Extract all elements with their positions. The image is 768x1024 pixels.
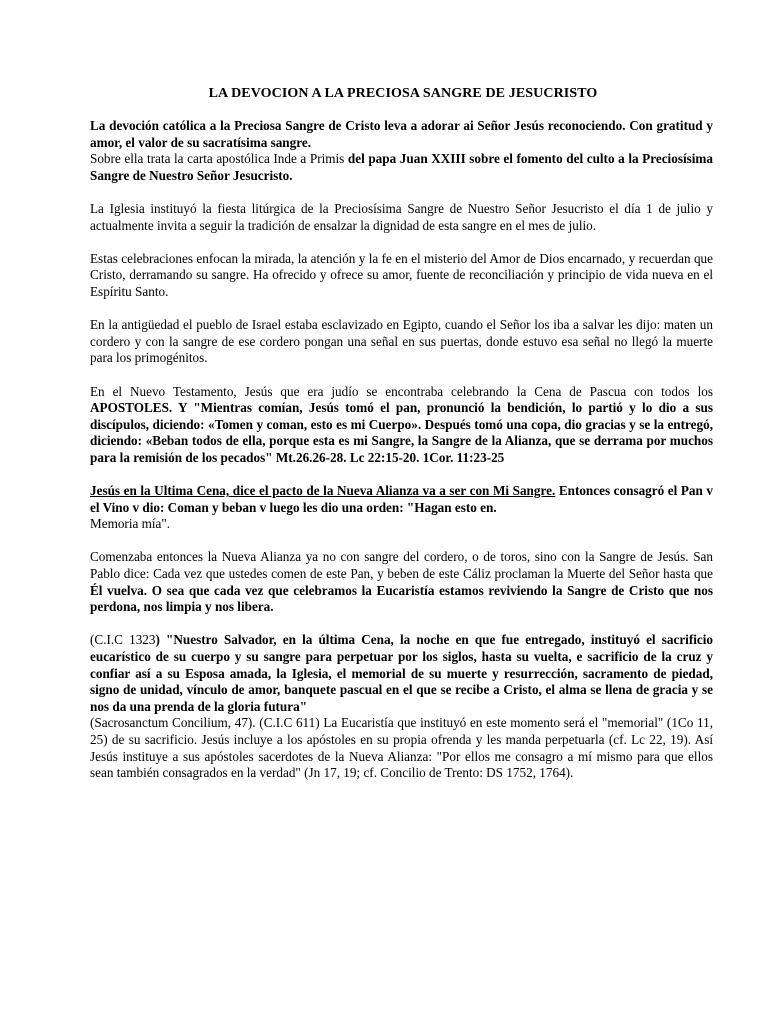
paragraph-6 bbox=[90, 483, 713, 533]
paragraph-8-bold-quote: ) "Nuestro Salvador, en la última Cena, la noche en que fue entregado, instituyó el sacrificio eucarístico de su cuerpo y su sangre para perpetuar por los siglos, hasta su vuelta, e sacrificio de la cruz y confiar así a su Esposa amada, la Iglesia, el memorial de su muerte y resurrección, sacramento de piedad, signo de unidad, vínculo de amor, banquete pascual en el que se recibe a Cristo, el alma se llena de gracia y se nos da una prenda de la gloria futura" bbox=[90, 632, 714, 714]
paragraph-6-bold: Entonces consagró el Pan v el Vino v dio: Coman y beban v luego les dio una orden: "Hagan esto en. bbox=[90, 483, 714, 515]
paragraph-6-underlined: Jesús en la Ultima Cena, dice el pacto de la Nueva Alianza va a ser con Mi Sangre. bbox=[90, 483, 556, 499]
paragraph-6-normal: Memoria mía". bbox=[90, 516, 171, 532]
paragraph-1-bold-intro: La devoción católica a la Preciosa Sangre de Cristo leva a adorar ai Señor Jesús reconociendo. Con gratitud y amor, el valor de su sacratísima sangre. bbox=[90, 118, 713, 150]
paragraph-1 bbox=[90, 118, 713, 184]
paragraph-7 bbox=[90, 549, 713, 615]
paragraph-8-ref: (C.I.C 1323 bbox=[90, 632, 156, 648]
paragraph-5 bbox=[90, 384, 713, 467]
paragraph-2: La Iglesia instituyó la fiesta litúrgica de la Preciosísima Sangre de Nuestro Señor Jesucristo el día 1 de julio y actualmente invita a seguir la tradición de ensalzar la dignidad de esta sangre en el mes de julio. bbox=[90, 200, 713, 233]
paragraph-1-bold-tail: del papa Juan XXIII sobre el fomento del culto a la Preciosísima Sangre de Nuestro Señor Jesucristo. bbox=[90, 151, 713, 183]
document-title: LA DEVOCION A LA PRECIOSA SANGRE DE JESUCRISTO bbox=[208, 86, 598, 101]
paragraph-3: Estas celebraciones enfocan la mirada, la atención y la fe en el misterio del Amor de Dios encarnado, y recuerdan que Cristo, derramando su sangre. Ha ofrecido y ofrece su amor, fuente de reconciliación y principio de vida nueva en el Espíritu Santo. bbox=[90, 250, 713, 299]
paragraph-7-normal: Comenzaba entonces la Nueva Alianza ya no con sangre del cordero, o de toros, sino con la Sangre de Jesús. San Pablo dice: Cada vez que ustedes comen de este Pan, y beben de este Cáliz proclaman la Muerte del Señor hasta que bbox=[90, 549, 713, 582]
paragraph-8 bbox=[90, 632, 713, 781]
paragraph-5-bold: APOSTOLES. Y "Mientras comían, Jesús tomó el pan, pronunció la bendición, lo partió y lo dio a sus discípulos, diciendo: «Tomen y coman, esto es mi Cuerpo». Después tomó una copa, dio gracias y se la entregó, diciendo: «Beban todos de ella, porque esta es mi Sangre, la Sangre de la Alianza, que se derrama por muchos para la remisión de los pecados" Mt.26.26-28. Lc 22:15-20. 1Cor. 11:23-25 bbox=[90, 400, 713, 465]
paragraph-7-bold: Él vuelva. O sea que cada vez que celebramos la Eucaristía estamos reviviendo la Sangre de Cristo que nos perdona, nos limpia y nos libera. bbox=[90, 582, 713, 615]
paragraph-5-normal: En el Nuevo Testamento, Jesús que era judío se encontraba celebrando la Cena de Pascua con todos los bbox=[90, 383, 713, 399]
document-body bbox=[90, 118, 713, 798]
paragraph-1-normal: Sobre ella trata la carta apostólica Inde a Primis bbox=[90, 151, 345, 167]
paragraph-4: En la antigüedad el pueblo de Israel estaba esclavizado en Egipto, cuando el Señor los iba a salvar les dijo: maten un cordero y con la sangre de ese cordero pongan una señal en sus puertas, donde estuvo esa señal no llegó la muerte para los primogénitos. bbox=[90, 317, 713, 366]
paragraph-8-normal: (Sacrosanctum Concilium, 47). (C.I.C 611) La Eucaristía que instituyó en este momento será el "memorial" (1Co 11, 25) de su sacrificio. Jesús incluye a los apóstoles en su propia ofrenda y les manda perpetuarla (cf. Lc 22, 19). Así Jesús instituye a sus apóstoles sacerdotes de la Nueva Alianza: "Por ellos me consagro a mí mismo para que ellos sean también consagrados en la verdad" (Jn 17, 19; cf. Concilio de Trento: DS 1752, 1764). bbox=[90, 715, 713, 781]
